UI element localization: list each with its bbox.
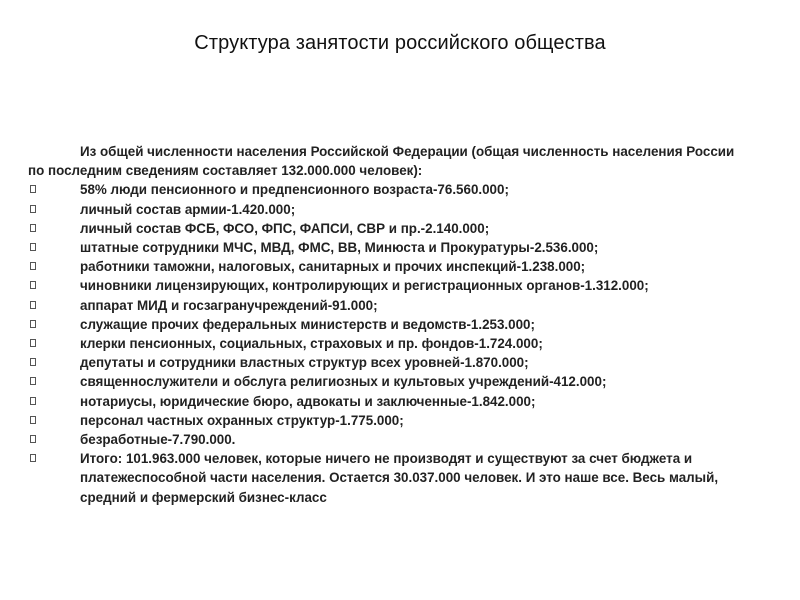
list-item-text: штатные сотрудники МЧС, МВД, ФМС, ВВ, Минюста и Прокуратуры-2.536.000;	[80, 240, 599, 256]
list-item	[28, 180, 748, 199]
square-bullet-icon	[30, 301, 36, 309]
list-item	[28, 219, 748, 238]
list-item	[28, 392, 748, 411]
list-item	[28, 276, 748, 295]
list-item	[28, 315, 748, 334]
list-item-total	[28, 449, 748, 507]
page-title: Структура занятости российского общества	[194, 32, 606, 54]
list-item-text: безработные-7.790.000.	[80, 432, 236, 448]
slide-content	[28, 142, 748, 507]
list-item-text: Итого: 101.963.000 человек, которые ничего не производят и существуют за счет бюджета и платежеспособной части населения. Остается 30.037.000 человек. И это наше все. Весь малый, средний и фермерский бизнес-класс	[80, 451, 719, 505]
square-bullet-icon	[30, 205, 36, 213]
list-item-text: нотариусы, юридические бюро, адвокаты и заключенные-1.842.000;	[80, 393, 536, 409]
list-item	[28, 334, 748, 353]
employment-list	[28, 180, 748, 506]
square-bullet-icon	[30, 397, 36, 405]
list-item	[28, 372, 748, 391]
intro-paragraph: Из общей численности населения Российской Федерации (общая численность населения России по последним сведениям составляет 132.000.000 человек):	[28, 144, 735, 179]
list-item-text: личный состав армии-1.420.000;	[80, 201, 296, 217]
square-bullet-icon	[30, 358, 36, 366]
list-item	[28, 200, 748, 219]
list-item	[28, 238, 748, 257]
list-item	[28, 353, 748, 372]
square-bullet-icon	[30, 320, 36, 328]
list-item-text: работники таможни, налоговых, санитарных и прочих инспекций-1.238.000;	[80, 259, 586, 275]
list-item-text: депутаты и сотрудники властных структур всех уровней-1.870.000;	[80, 355, 529, 371]
list-item-text: аппарат МИД и госзагранучреждений-91.000;	[80, 297, 378, 313]
square-bullet-icon	[30, 262, 36, 270]
square-bullet-icon	[30, 281, 36, 289]
square-bullet-icon	[30, 435, 36, 443]
list-item-text: клерки пенсионных, социальных, страховых и пр. фондов-1.724.000;	[80, 336, 543, 352]
list-item-text: служащие прочих федеральных министерств и ведомств-1.253.000;	[80, 316, 535, 332]
list-item	[28, 430, 748, 449]
square-bullet-icon	[30, 454, 36, 462]
square-bullet-icon	[30, 243, 36, 251]
list-item-text: священнослужители и обслуга религиозных и культовых учреждений-412.000;	[80, 374, 607, 390]
list-item	[28, 411, 748, 430]
square-bullet-icon	[30, 339, 36, 347]
square-bullet-icon	[30, 416, 36, 424]
square-bullet-icon	[30, 224, 36, 232]
square-bullet-icon	[30, 377, 36, 385]
list-item-text: личный состав ФСБ, ФСО, ФПС, ФАПСИ, СВР и пр.-2.140.000;	[80, 220, 490, 236]
list-item	[28, 296, 748, 315]
square-bullet-icon	[30, 185, 36, 193]
list-item-text: персонал частных охранных структур-1.775.000;	[80, 412, 404, 428]
list-item-text: 58% люди пенсионного и предпенсионного возраста-76.560.000;	[80, 182, 509, 198]
list-item-text: чиновники лицензирующих, контролирующих и регистрационных органов-1.312.000;	[80, 278, 649, 294]
list-item	[28, 257, 748, 276]
